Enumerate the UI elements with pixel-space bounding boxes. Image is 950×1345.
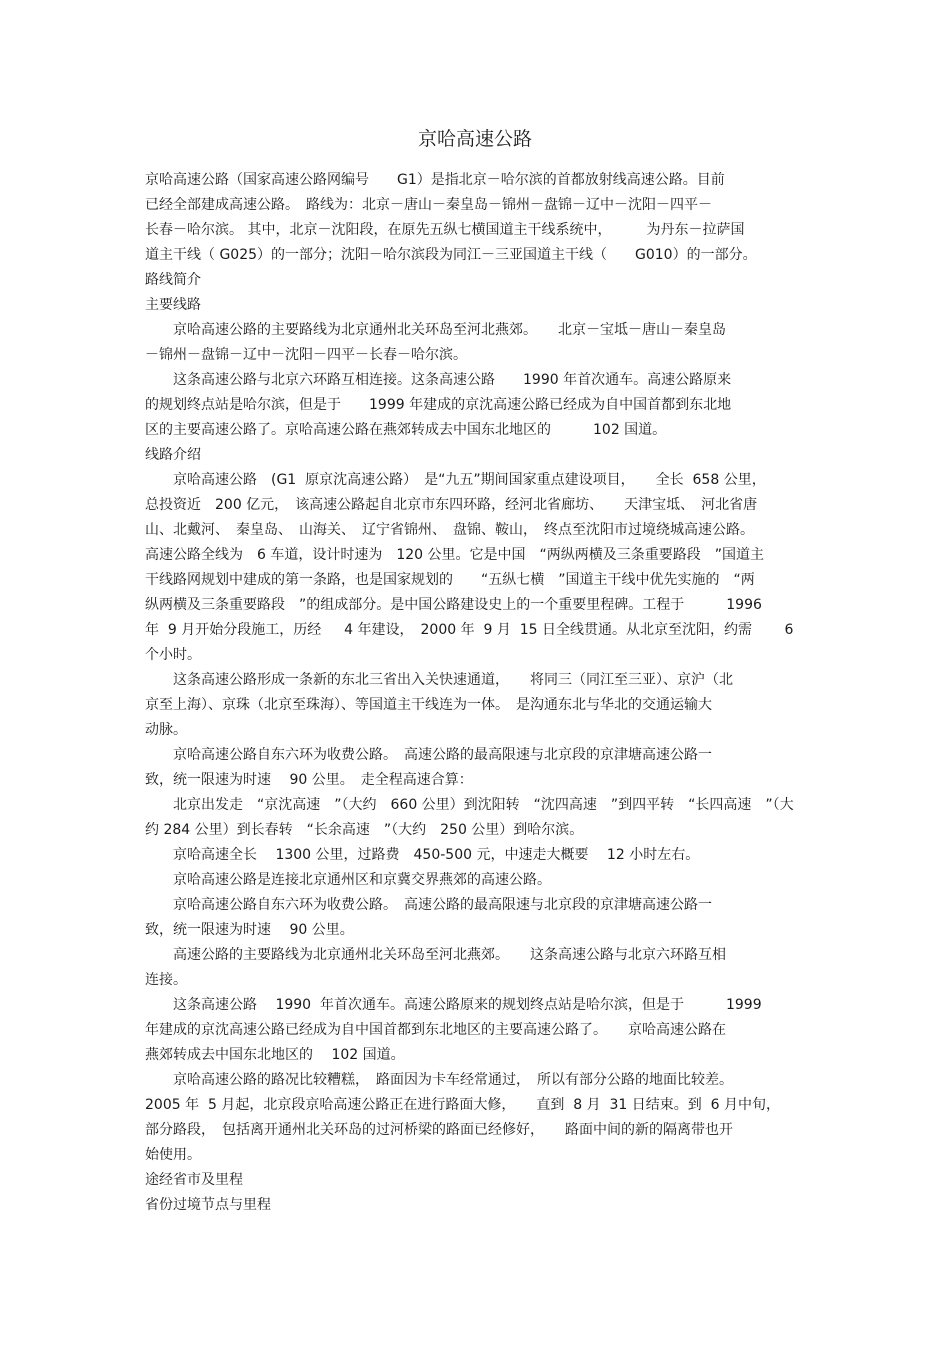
body-line: 京哈高速公路自东六环为收费公路。 高速公路的最高限速与北京段的京津塘高速公路一 <box>145 897 712 913</box>
body-line: 线路介绍 <box>145 447 201 463</box>
body-line: 动脉。 <box>145 722 187 738</box>
body-line: 纵两横及三条重要路段 ”的组成部分。是中国公路建设史上的一个重要里程碑。工程于 1996 <box>145 597 762 613</box>
body-line: 2005 年 5 月起，北京段京哈高速公路正在进行路面大修， 直到 8 月 31 日结束。到 6 月中旬， <box>145 1097 781 1113</box>
body-line: －锦州－盘锦－辽中－沈阳－四平－长春－哈尔滨。 <box>145 347 467 363</box>
body-line: 已经全部建成高速公路。 路线为：北京－唐山－秦皇岛－锦州－盘锦－辽中－沈阳－四平－ <box>145 197 712 213</box>
body-line: 部分路段， 包括离开通州北关环岛的过河桥梁的路面已经修好， 路面中间的新的隔离带也开 <box>145 1122 733 1138</box>
body-line: 年 9 月开始分段施工，历经 4 年建设， 2000 年 9 月 15 日全线贯通。从北京至沈阳，约需 6 <box>145 622 794 638</box>
body-line: 约 284 公里）到长春转 “长余高速 ”（大约 250 公里）到哈尔滨。 <box>145 822 584 838</box>
body-line: 的规划终点站是哈尔滨，但是于 1999 年建成的京沈高速公路已经成为自中国首都到东北地 <box>145 397 732 413</box>
body-line: 途经省市及里程 <box>145 1172 243 1188</box>
body-line: 始使用。 <box>145 1147 201 1163</box>
body-line: 区的主要高速公路了。京哈高速公路在燕郊转成去中国东北地区的 102 国道。 <box>145 422 667 438</box>
body-line: 主要线路 <box>145 297 201 313</box>
body-line: 高速公路全线为 6 车道，设计时速为 120 公里。它是中国 “两纵两横及三条重要路段 ”国道主 <box>145 547 765 563</box>
body-line: 京哈高速公路 (G1 原京沈高速公路） 是“九五”期间国家重点建设项目， 全长 658 公里， <box>145 472 766 488</box>
body-line: 个小时。 <box>145 647 201 663</box>
body-line: 北京出发走 “京沈高速 ”（大约 660 公里）到沈阳转 “沈四高速 ”到四平转 “长四高速 ”（大 <box>145 797 794 813</box>
body-line: 京哈高速公路的路况比较糟糕， 路面因为卡车经常通过， 所以有部分公路的地面比较差。 <box>145 1072 733 1088</box>
body-line: 省份过境节点与里程 <box>145 1197 271 1213</box>
body-line: 致，统一限速为时速 90 公里。 走全程高速合算： <box>145 772 473 788</box>
body-line: 京哈高速公路的主要路线为北京通州北关环岛至河北燕郊。 北京－宝坻－唐山－秦皇岛 <box>145 322 726 338</box>
body-line: 高速公路的主要路线为北京通州北关环岛至河北燕郊。 这条高速公路与北京六环路互相 <box>145 947 726 963</box>
body-line: 干线路网规划中建成的第一条路，也是国家规划的 “五纵七横 ”国道主干线中优先实施的 “两 <box>145 572 755 588</box>
body-line: 总投资近 200 亿元， 该高速公路起自北京市东四环路，经河北省廊坊、 天津宝坻、 河北省唐 <box>145 497 758 513</box>
body-line: 京哈高速公路是连接北京通州区和京冀交界燕郊的高速公路。 <box>145 872 551 888</box>
body-line: 山、北戴河、 秦皇岛、 山海关、 辽宁省锦州、 盘锦、鞍山， 终点至沈阳市过境绕城高速公路。 <box>145 522 754 538</box>
body-line: 年建成的京沈高速公路已经成为自中国首都到东北地区的主要高速公路了。 京哈高速公路在 <box>145 1022 726 1038</box>
body-line: 路线简介 <box>145 272 201 288</box>
body-line: 这条高速公路形成一条新的东北三省出入关快速通道， 将同三（同江至三亚）、京沪（北 <box>145 672 733 688</box>
body-line: 京至上海）、京珠（北京至珠海）、等国道主干线连为一体。 是沟通东北与华北的交通运输大 <box>145 697 712 713</box>
body-line: 京哈高速全长 1300 公里，过路费 450-500 元，中速走大概要 12 小时左右。 <box>145 847 700 863</box>
body-line: 这条高速公路 1990 年首次通车。高速公路原来的规划终点站是哈尔滨，但是于 1999 <box>145 997 762 1013</box>
body-line: 燕郊转成去中国东北地区的 102 国道。 <box>145 1047 405 1063</box>
body-line: 京哈高速公路（国家高速公路网编号 G1）是指北京－哈尔滨的首都放射线高速公路。目前 <box>145 172 725 188</box>
body-line: 京哈高速公路自东六环为收费公路。 高速公路的最高限速与北京段的京津塘高速公路一 <box>145 747 712 763</box>
body-line: 致，统一限速为时速 90 公里。 <box>145 922 354 938</box>
document-title: 京哈高速公路 <box>417 128 532 150</box>
body-line: 这条高速公路与北京六环路互相连接。这条高速公路 1990 年首次通车。高速公路原来 <box>145 372 732 388</box>
body-line: 长春－哈尔滨。 其中，北京－沈阳段，在原先五纵七横国道主干线系统中， 为丹东－拉萨国 <box>145 222 745 238</box>
body-line: 连接。 <box>145 972 187 988</box>
body-line: 道主干线（ G025）的一部分；沈阳－哈尔滨段为同江－三亚国道主干线（ G010）的一部分。 <box>145 247 757 263</box>
